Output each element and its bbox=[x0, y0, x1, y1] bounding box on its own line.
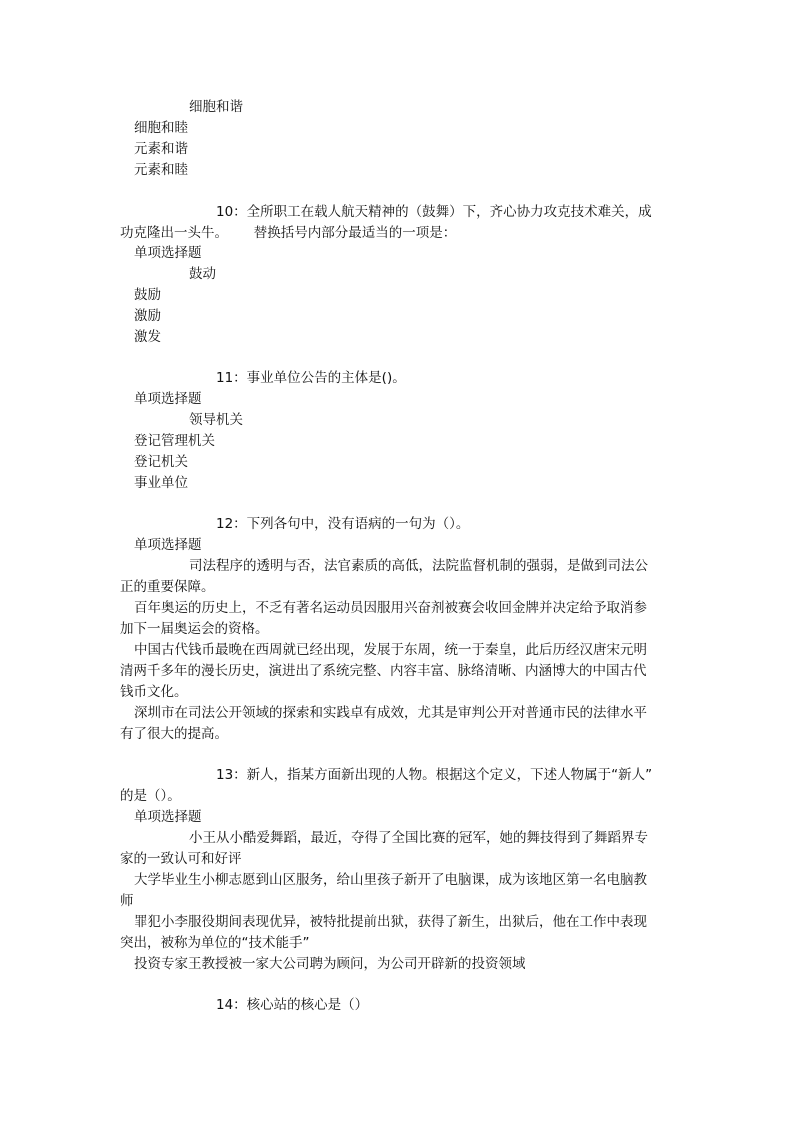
q10-option-d: 激发 bbox=[134, 329, 161, 345]
q14-stem: 14：核心站的核心是（） bbox=[216, 997, 369, 1013]
q13-option-c-line1: 罪犯小李服役期间表现优异，被特批提前出狱，获得了新生，出狱后，他在工作中表现 bbox=[134, 914, 647, 930]
q10-stem-line1: 10：全所职工在载人航天精神的（鼓舞）下，齐心协力攻克技术难关，成 bbox=[216, 204, 652, 220]
q13-type-label: 单项选择题 bbox=[134, 809, 202, 825]
q12-option-c-line3: 钱币文化。 bbox=[120, 684, 188, 700]
q9-option-a: 细胞和谐 bbox=[189, 99, 243, 115]
q13-option-b-line1: 大学毕业生小柳志愿到山区服务，给山里孩子新开了电脑课，成为该地区第一名电脑教 bbox=[134, 872, 647, 888]
q10-stem-line2: 功克隆出一头牛。 替换括号内部分最适当的一项是： bbox=[120, 225, 457, 241]
q12-option-c-line1: 中国古代钱币最晚在西周就已经出现，发展于东周，统一于秦皇，此后历经汉唐宋元明 bbox=[134, 642, 647, 658]
q10-option-a: 鼓动 bbox=[189, 266, 216, 282]
q11-option-d: 事业单位 bbox=[134, 475, 188, 491]
q12-option-b-line2: 加下一届奥运会的资格。 bbox=[120, 621, 269, 637]
q13-option-c-line2: 突出，被称为单位的“技术能手” bbox=[120, 935, 310, 951]
q11-option-b: 登记管理机关 bbox=[134, 433, 215, 449]
q12-type-label: 单项选择题 bbox=[134, 537, 202, 553]
q10-option-b: 鼓励 bbox=[134, 287, 161, 303]
q13-stem-line1: 13：新人，指某方面新出现的人物。根据这个定义，下述人物属于“新人” bbox=[216, 767, 653, 783]
q12-option-b-line1: 百年奥运的历史上，不乏有著名运动员因服用兴奋剂被赛会收回金牌并决定给予取消参 bbox=[134, 600, 647, 616]
q10-type-label: 单项选择题 bbox=[134, 245, 202, 261]
q13-option-d-line1: 投资专家王教授被一家大公司聘为顾问，为公司开辟新的投资领域 bbox=[134, 956, 526, 972]
q12-option-a-line2: 正的重要保障。 bbox=[120, 579, 215, 595]
q12-option-c-line2: 清两千多年的漫长历史，演进出了系统完整、内容丰富、脉络清晰、内涵博大的中国古代 bbox=[120, 663, 647, 679]
q13-stem-line2: 的是（）。 bbox=[120, 788, 181, 804]
q13-option-a-line2: 家的一致认可和好评 bbox=[120, 851, 242, 867]
q12-stem: 12：下列各句中，没有语病的一句为（）。 bbox=[216, 516, 470, 532]
q11-stem: 11：事业单位公告的主体是()。 bbox=[216, 370, 406, 386]
q9-option-c: 元素和谐 bbox=[134, 141, 188, 157]
q10-option-c: 激励 bbox=[134, 308, 161, 324]
q12-option-a-line1: 司法程序的透明与否，法官素质的高低，法院监督机制的强弱，是做到司法公 bbox=[189, 558, 648, 574]
q9-option-b: 细胞和睦 bbox=[134, 120, 188, 136]
q13-option-a-line1: 小王从小酷爱舞蹈，最近，夺得了全国比赛的冠军，她的舞技得到了舞蹈界专 bbox=[189, 830, 648, 846]
q11-option-c: 登记机关 bbox=[134, 454, 188, 470]
q12-option-d-line1: 深圳市在司法公开领域的探索和实践卓有成效，尤其是审判公开对普通市民的法律水平 bbox=[134, 705, 647, 721]
q11-type-label: 单项选择题 bbox=[134, 391, 202, 407]
q9-option-d: 元素和睦 bbox=[134, 162, 188, 178]
q12-option-d-line2: 有了很大的提高。 bbox=[120, 726, 228, 742]
q13-option-b-line2: 师 bbox=[120, 893, 134, 909]
q11-option-a: 领导机关 bbox=[189, 412, 243, 428]
